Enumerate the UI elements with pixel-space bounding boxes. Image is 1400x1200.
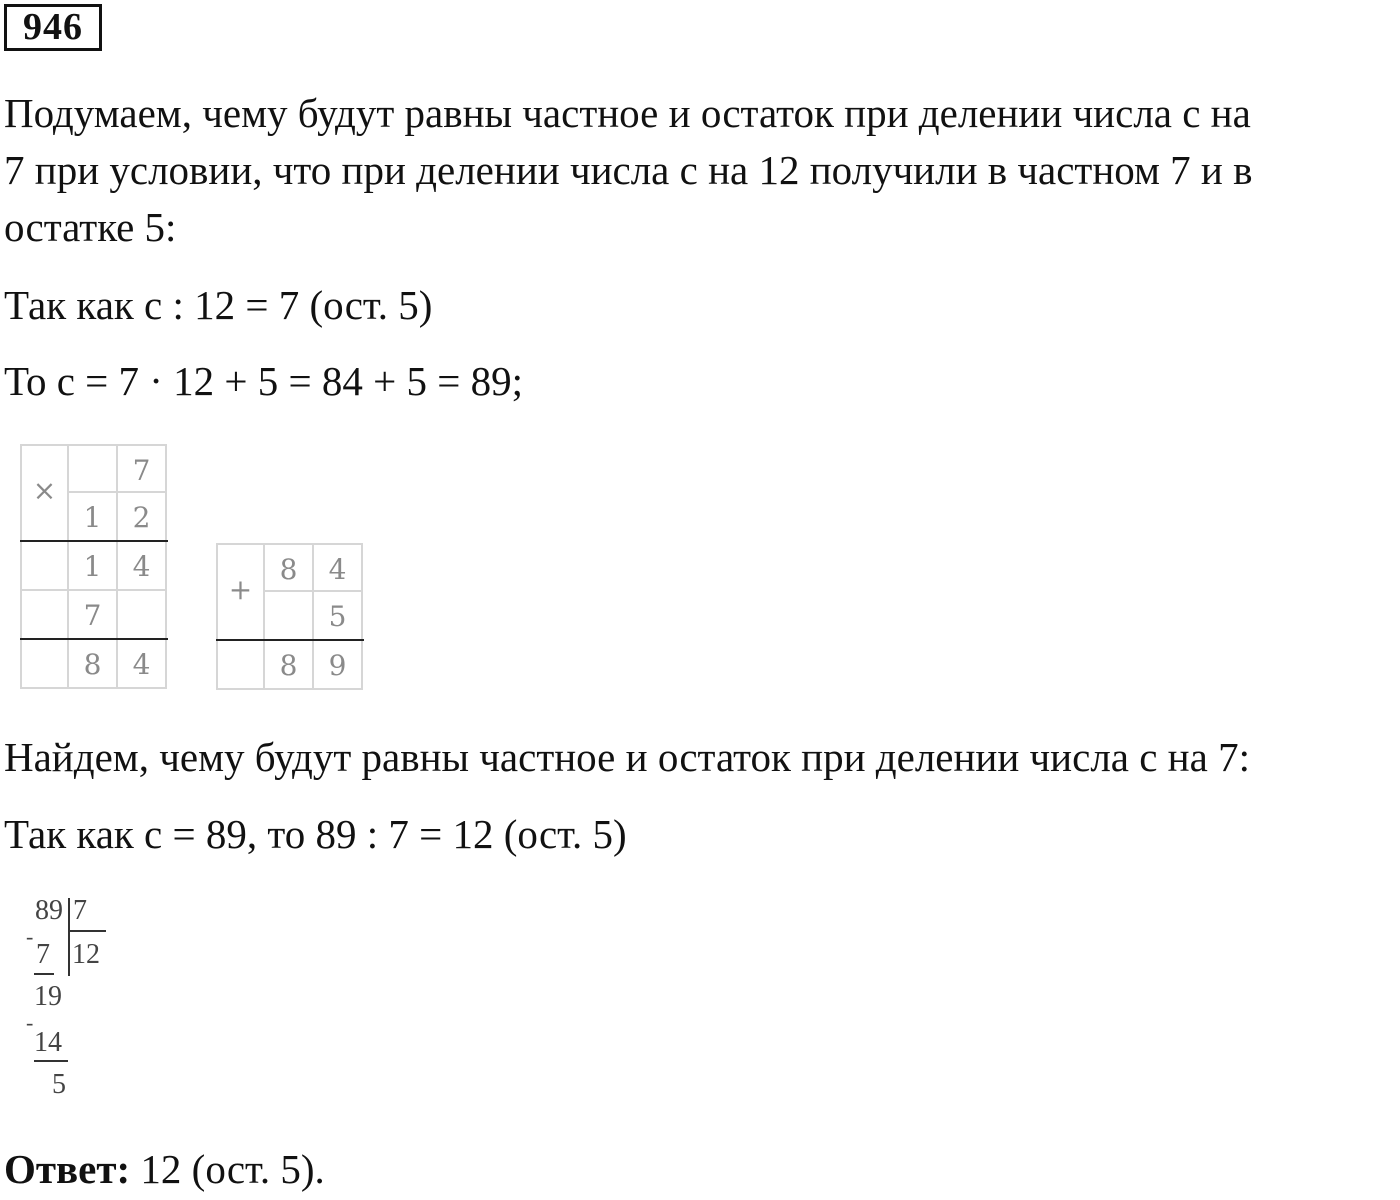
add-underline (216, 639, 364, 641)
mult-cell: 7 (118, 444, 167, 493)
mult-underline-1 (20, 540, 168, 542)
ld-sub-1: 7 (36, 939, 50, 970)
multiplication-sign: × (32, 474, 57, 507)
intro-line-3: остатке 5: (4, 204, 177, 250)
answer-value: 12 (ост. 5). (130, 1146, 325, 1192)
ld-quotient-line (68, 930, 106, 932)
ld-minus-2: - (26, 1010, 34, 1035)
add-cell (265, 592, 314, 641)
add-result-cell: 8 (265, 641, 314, 690)
since-equation: Так как с : 12 = 7 (ост. 5) (4, 282, 433, 328)
add-cell (216, 641, 265, 690)
add-result-cell: 9 (314, 641, 363, 690)
since-equation-2: Так как с = 89, то 89 : 7 = 12 (ост. 5) (4, 811, 627, 857)
task-number: 946 (4, 4, 102, 51)
ld-underline-1 (34, 973, 54, 975)
add-cell: 4 (314, 543, 363, 592)
intro-line-1: Подумаем, чему будут равны частное и остаток при делении числа с на (4, 90, 1251, 136)
mult-cell (69, 444, 118, 493)
mult-cell (20, 542, 69, 591)
mult-cell: 2 (118, 493, 167, 542)
long-division (20, 890, 130, 1110)
mult-cell (118, 591, 167, 640)
ld-quotient: 12 (72, 939, 100, 970)
addition-grid (216, 543, 364, 690)
mult-cell: 7 (69, 591, 118, 640)
ld-underline-2 (34, 1060, 68, 1062)
mult-result-cell: 8 (69, 640, 118, 689)
add-cell: 8 (265, 543, 314, 592)
ld-minus-1: - (26, 924, 34, 949)
mult-cell: 1 (69, 542, 118, 591)
ld-sub-2: 14 (34, 1027, 62, 1058)
mult-underline-2 (20, 638, 168, 640)
ld-remainder: 5 (52, 1069, 66, 1100)
mult-cell (20, 591, 69, 640)
multiplication-grid (20, 444, 168, 689)
ld-divisor: 7 (73, 895, 87, 926)
mult-cell: 1 (69, 493, 118, 542)
then-equation: То с = 7 · 12 + 5 = 84 + 5 = 89; (4, 358, 524, 404)
intro-line-2: 7 при условии, что при делении числа с на 12 получили в частном 7 и в (4, 147, 1253, 193)
find-line: Найдем, чему будут равны частное и остаток при делении числа с на 7: (4, 734, 1250, 780)
mult-cell: 4 (118, 542, 167, 591)
add-cell: 5 (314, 592, 363, 641)
mult-cell (20, 640, 69, 689)
answer (4, 1140, 1400, 1198)
ld-vertical-bar (68, 898, 70, 976)
answer-label: Ответ: (4, 1146, 131, 1192)
addition-sign: + (228, 573, 253, 606)
mult-result-cell: 4 (118, 640, 167, 689)
ld-rem-1: 19 (34, 981, 62, 1012)
ld-dividend: 89 (35, 895, 63, 926)
